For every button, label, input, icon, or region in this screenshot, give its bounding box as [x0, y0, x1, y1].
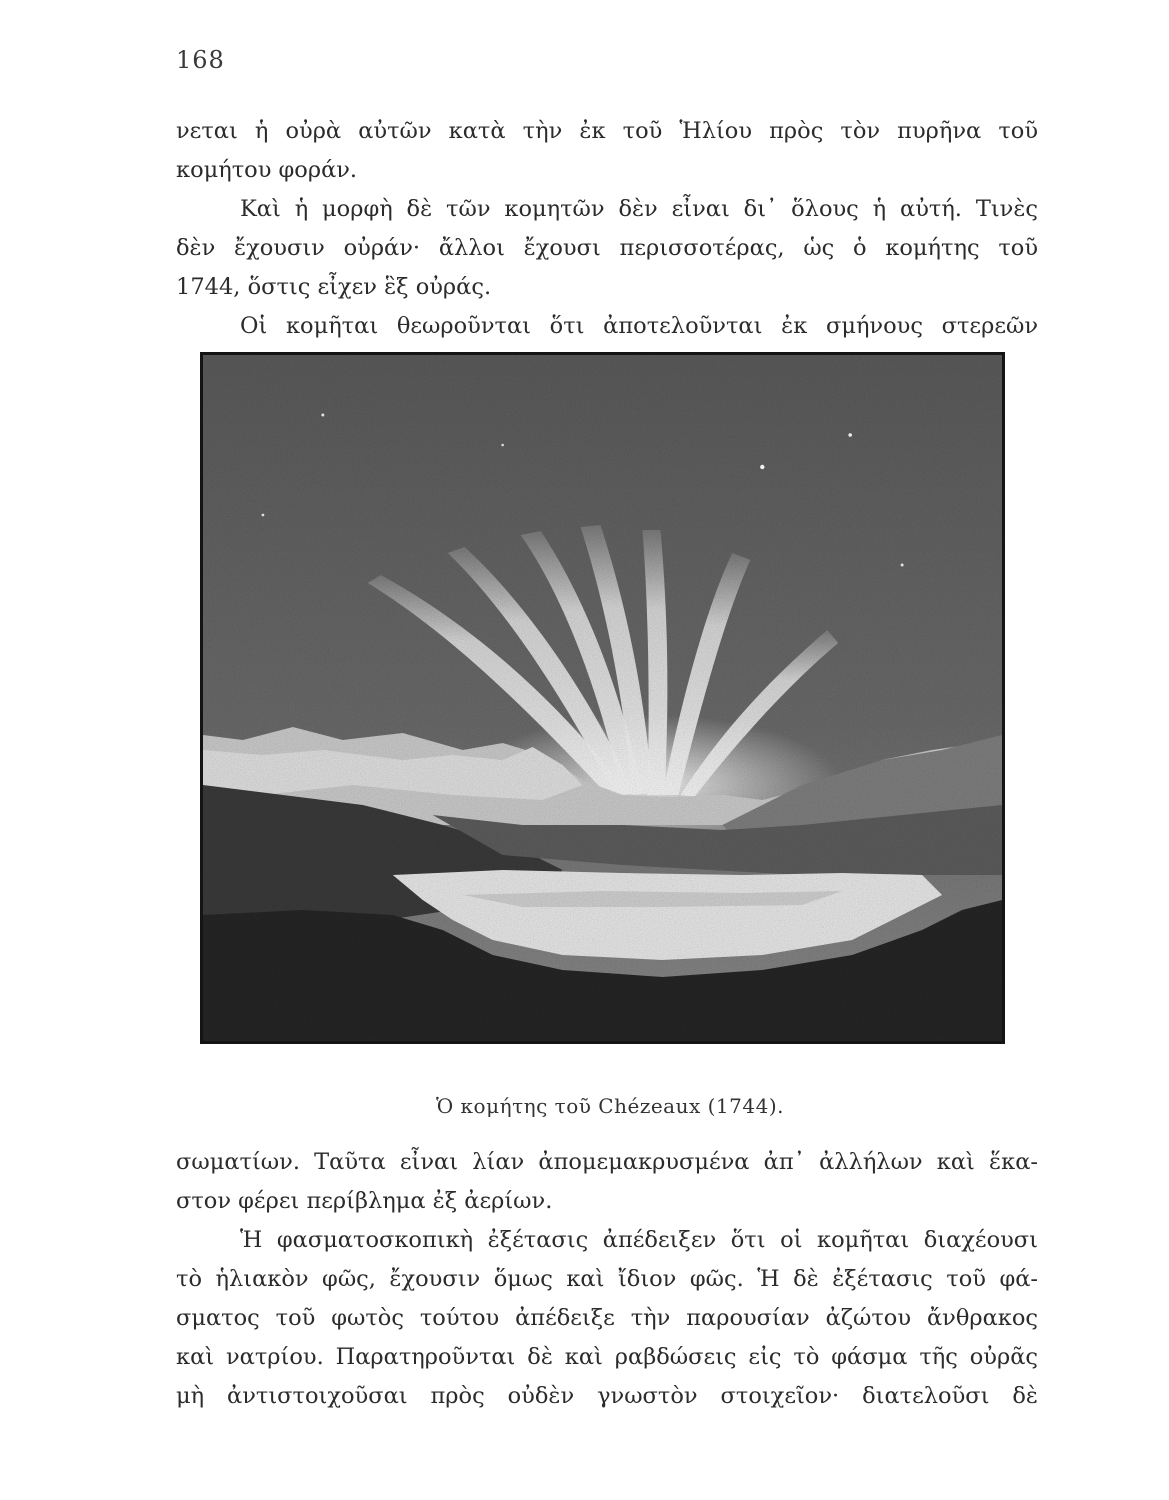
text-line: Οἱ κομῆται θεωροῦνται ὅτι ἀποτελοῦνται ἐκ σμήνους στερεῶν — [240, 313, 1038, 339]
text-line: Ἡ φασματοσκοπικὴ ἐξέτασις ἀπέδειξεν ὅτι οἱ κομῆται διαχέουσι — [240, 1227, 1038, 1253]
body-text-top — [176, 112, 1038, 346]
comet-engraving — [203, 355, 1002, 1041]
text-line: σωματίων. Ταῦτα εἶναι λίαν ἀπομεμακρυσμένα ἀπ᾽ ἀλλήλων καὶ ἕκα- — [176, 1149, 1038, 1175]
text-line: μὴ ἀντιστοιχοῦσαι πρὸς οὐδὲν γνωστὸν στοιχεῖον· διατελοῦσι δὲ — [176, 1383, 1038, 1409]
text-line: κομήτου φοράν. — [176, 157, 358, 183]
figure-caption: Ὁ κομήτης τοῦ Chézeaux (1744). — [436, 1094, 784, 1118]
text-line: Καὶ ἡ μορφὴ δὲ τῶν κομητῶν δὲν εἶναι δι᾽ ὅλους ἡ αὐτή. Τινὲς — [240, 196, 1038, 222]
body-text-bottom — [176, 1143, 1038, 1416]
text-line: 1744, ὅστις εἶχεν ἓξ οὐράς. — [176, 274, 492, 300]
text-line: τὸ ἡλιακὸν φῶς, ἔχουσιν ὅμως καὶ ἴδιον φῶς. Ἡ δὲ ἐξέτασις τοῦ φά- — [176, 1266, 1038, 1292]
page-number: 168 — [176, 46, 225, 74]
text-line: στον φέρει περίβλημα ἐξ ἀερίων. — [176, 1188, 553, 1214]
text-line: δὲν ἔχουσιν οὐράν· ἄλλοι ἔχουσι περισσοτέρας, ὡς ὁ κομήτης τοῦ — [176, 235, 1038, 261]
text-line: καὶ νατρίου. Παρατηροῦνται δὲ καὶ ραβδώσεις εἰς τὸ φάσμα τῆς οὐρᾶς — [176, 1344, 1038, 1370]
text-line: νεται ἡ οὐρὰ αὐτῶν κατὰ τὴν ἐκ τοῦ Ἡλίου πρὸς τὸν πυρῆνα τοῦ — [176, 118, 1038, 144]
comet-illustration — [200, 352, 1005, 1044]
text-line: σματος τοῦ φωτὸς τούτου ἀπέδειξε τὴν παρουσίαν ἀζώτου ἄνθρακος — [176, 1305, 1038, 1331]
